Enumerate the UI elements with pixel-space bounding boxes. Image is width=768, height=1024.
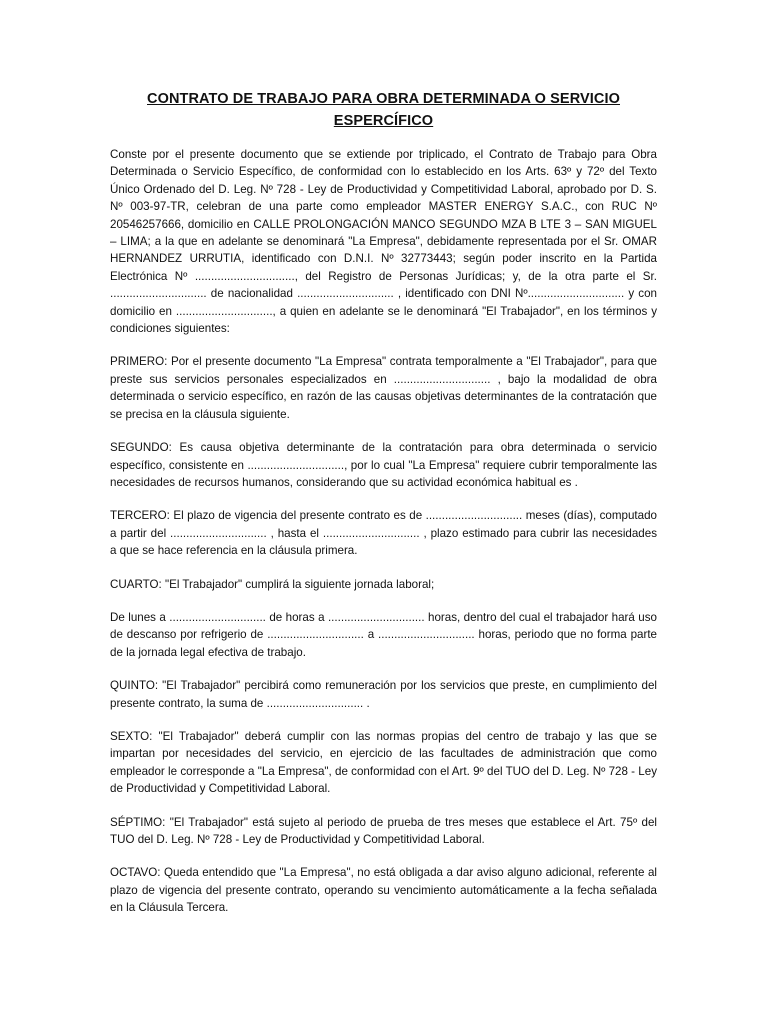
clause-septimo: SÉPTIMO: "El Trabajador" está sujeto al periodo de prueba de tres meses que establece el Art. 75º del TUO del D. Leg. Nº 728 - Ley de Productividad y Competitividad Laboral. (110, 815, 657, 846)
clause-primero: PRIMERO: Por el presente documento "La Empresa" contrata temporalmente a "El Trabajador", para que preste sus servicios personales especializados en .............................. , bajo la modalidad de obra determinada o servicio específico, en razón de las causas objetivas determinantes de la contratación que se precisa en la cláusula siguiente. (110, 355, 657, 421)
clause-segundo: SEGUNDO: Es causa objetiva determinante de la contratación para obra determinada o servicio específico, consistente en .............................., por lo cual "La Empresa" requiere cubrir temporalmente las necesidades de recursos humanos, considerando que su actividad económica habitual es . (110, 441, 657, 489)
clause-sexto: SEXTO: "El Trabajador" deberá cumplir con las normas propias del centro de trabajo y las que se impartan por necesidades del servicio, en ejercicio de las facultades de administración que como empleador le corresponde a "La Empresa", de conformidad con el Art. 9º del TUO del D. Leg. Nº 728 - Ley de Productividad y Competitividad Laboral. (110, 729, 657, 796)
clause-quinto: QUINTO: "El Trabajador" percibirá como remuneración por los servicios que preste, en cumplimiento del presente contrato, la suma de .............................. . (110, 679, 657, 710)
clause-jornada: De lunes a .............................. de horas a .............................. horas, dentro del cual el trabajador hará uso de descanso por refrigerio de .............................. a .............................. horas, periodo que no forma parte de la jornada legal efectiva de trabajo. (110, 610, 657, 659)
document-title: CONTRATO DE TRABAJO PARA OBRA DETERMINADA O SERVICIO ESPERCÍFICO (147, 91, 620, 129)
intro-paragraph: Conste por el presente documento que se extiende por triplicado, el Contrato de Trabajo para Obra Determinada o Servicio Específico, de conformidad con lo establecido en los Arts. 63º y 72º del Texto Único Ordenado del D. Leg. Nº 728 - Ley de Productividad y Competitividad Laboral, aprobado por D. S. Nº 003-97-TR, celebran de una parte como empleador MASTER ENERGY S.A.C., con RUC Nº 20546257666, domicilio en CALLE PROLONGACIÓN MANCO SEGUNDO MZA B LTE 3 – SAN MIGUEL – LIMA; a la que en adelante se denominará "La Empresa", debidamente representada por el Sr. OMAR HERNANDEZ URRUTIA, identificado con D.N.I. Nº 32773443; según poder inscrito en la Partida Electrónica Nº ..............................., del Registro de Personas Jurídicas; y, de la otra parte el Sr. .............................. de nacionalidad .............................. , identificado con DNI Nº.............................. y con domicilio en .............................., a quien en adelante se le denominará "El Trabajador", en los términos y condiciones siguientes: (110, 148, 657, 336)
clause-cuarto: CUARTO: "El Trabajador" cumplirá la siguiente jornada laboral; (110, 577, 435, 591)
document-page (110, 88, 657, 933)
clause-octavo: OCTAVO: Queda entendido que "La Empresa", no está obligada a dar aviso alguno adicional, referente al plazo de vigencia del presente contrato, operando su vencimiento automáticamente a la fecha señalada en la Cláusula Tercera. (110, 866, 657, 915)
clause-tercero: TERCERO: El plazo de vigencia del presente contrato es de .............................. meses (días), computado a partir del .............................. , hasta el .............................. , plazo estimado para cubrir las necesidades a que se hace referencia en la cláusula primera. (110, 509, 657, 558)
